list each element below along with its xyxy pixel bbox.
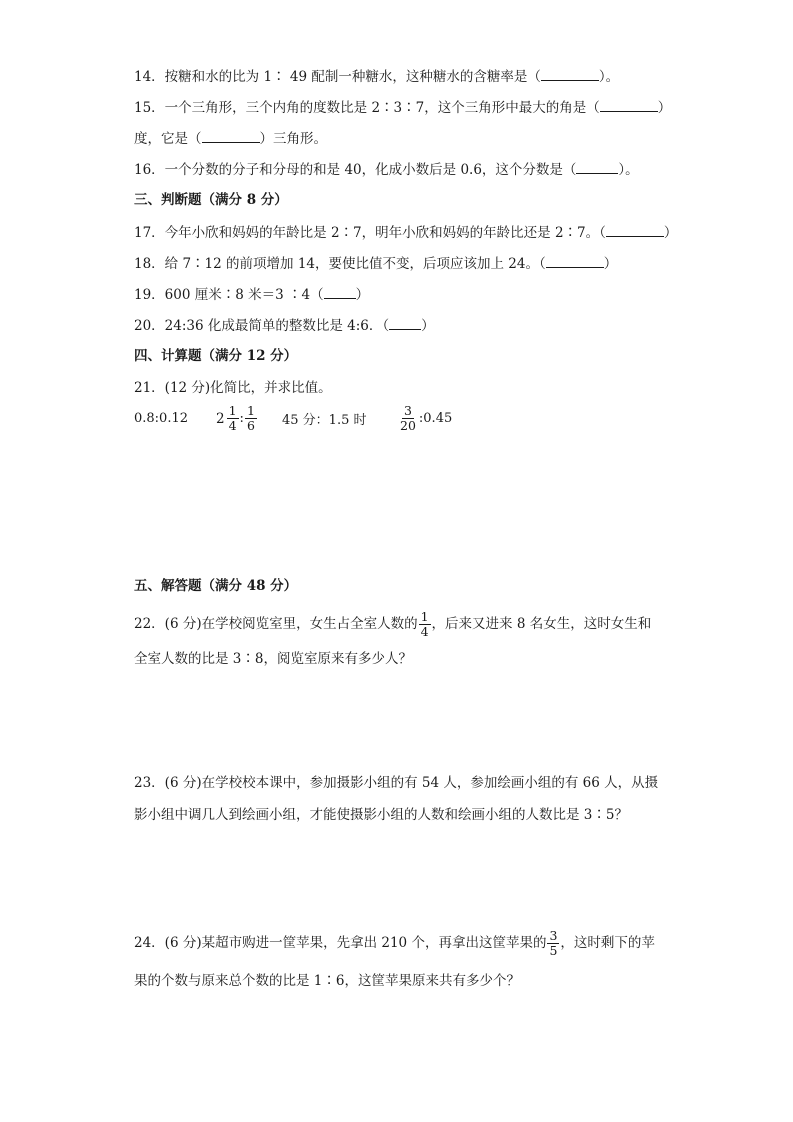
fraction-denominator: 4 <box>420 624 429 639</box>
question-22-line1 <box>134 610 651 639</box>
question-15-line2 <box>134 128 327 149</box>
answer-blank[interactable] <box>541 66 599 81</box>
question-20-close: ） <box>421 318 435 334</box>
question-18-text: 18．给 7∶12 的前项增加 14，要使比值不变，后项应该加上 24。（ <box>134 256 546 272</box>
question-24-line2: 果的个数与原来总个数的比是 1∶6，这筐苹果原来共有多少个？ <box>134 973 520 989</box>
question-22-line2: 全室人数的比是 3∶8，阅览室原来有多少人？ <box>134 651 412 667</box>
calc-item-2 <box>216 404 282 433</box>
question-22-text-b: ，后来又进来 8 名女生，这时女生和 <box>431 616 652 632</box>
question-18-close: ） <box>603 256 618 272</box>
question-24-text-a: 24．(6 分)某超市购进一筐苹果，先拿出 210 个，再拿出这筐苹果的 <box>134 935 547 951</box>
question-23-line1: 23．(6 分)在学校校本课中，参加摄影小组的有 54 人，参加绘画小组的有 66 人，从摄 <box>134 775 659 791</box>
question-23-line2: 影小组中调几人到绘画小组，才能使摄影小组的人数和绘画小组的人数比是 3∶5？ <box>134 807 628 823</box>
fraction <box>398 404 418 433</box>
question-24-text-b: ，这时剩下的苹 <box>560 935 655 951</box>
answer-blank[interactable] <box>324 284 356 299</box>
question-24-line1 <box>134 929 655 958</box>
question-14-close: ）。 <box>598 69 620 85</box>
question-19 <box>134 284 369 305</box>
question-15-line1 <box>134 97 671 118</box>
question-22-text-a: 22．(6 分)在学校阅览室里，女生占全室人数的 <box>134 616 418 632</box>
ratio-separator: : <box>239 411 244 426</box>
answer-blank[interactable] <box>546 253 604 268</box>
answer-blank[interactable] <box>600 97 658 112</box>
answer-blank[interactable] <box>389 315 421 330</box>
answer-blank[interactable] <box>606 222 664 237</box>
question-19-text: 19．600 厘米∶8 米＝3 ∶4（ <box>134 287 324 303</box>
fraction <box>419 610 431 639</box>
fraction-denominator: 6 <box>246 418 255 433</box>
fraction-denominator: 20 <box>400 418 416 433</box>
answer-blank[interactable] <box>576 159 618 174</box>
fraction-numerator: 1 <box>420 609 429 624</box>
calc-item-3: 45 分：1.5 时 <box>282 413 367 428</box>
fraction-numerator: 1 <box>246 403 255 418</box>
question-16 <box>134 159 639 180</box>
question-14 <box>134 66 619 87</box>
fraction-numerator: 1 <box>228 403 237 418</box>
mixed-whole: 2 <box>216 410 225 427</box>
calc-item-4-rest: :0.45 <box>418 411 453 426</box>
question-20-text: 20．24:36 化成最简单的整数比是 4:6．（ <box>134 318 390 334</box>
section-3-heading: 三、判断题（满分 8 分） <box>134 192 288 208</box>
question-17-text: 17．今年小欣和妈妈的年龄比是 2∶7，明年小欣和妈妈的年龄比还是 2∶7。（ <box>134 225 606 241</box>
calc-items-row <box>134 404 452 433</box>
question-17-close: ） <box>663 225 678 241</box>
fraction <box>245 404 257 433</box>
calc-item-4 <box>397 404 452 433</box>
fraction <box>547 929 559 958</box>
section-4-heading: 四、计算题（满分 12 分） <box>134 348 298 364</box>
question-15-line2b: ）三角形。 <box>259 131 327 147</box>
section-5-heading: 五、解答题（满分 48 分） <box>134 578 298 594</box>
question-16-close: ）。 <box>618 162 639 178</box>
question-15-line2a: 度，它是（ <box>134 131 202 147</box>
question-17 <box>134 222 677 243</box>
question-15-text: 15．一个三角形，三个内角的度数比是 2∶3∶7，这个三角形中最大的角是（ <box>134 100 600 116</box>
question-19-close: ） <box>355 287 370 303</box>
question-20 <box>134 315 435 336</box>
fraction-denominator: 5 <box>549 943 558 958</box>
question-21-title: 21．(12 分)化简比，并求比值。 <box>134 380 332 396</box>
question-16-text: 16．一个分数的分子和分母的和是 40，化成小数后是 0.6，这个分数是（ <box>134 162 577 178</box>
question-15-close: ） <box>657 100 672 116</box>
fraction-numerator: 3 <box>549 928 558 943</box>
answer-blank[interactable] <box>202 128 260 143</box>
calc-item-1: 0.8:0.12 <box>134 411 188 426</box>
fraction <box>227 404 239 433</box>
question-14-text: 14．按糖和水的比为 1∶ 49 配制一种糖水，这种糖水的含糖率是（ <box>134 69 541 85</box>
question-18 <box>134 253 617 274</box>
fraction-denominator: 4 <box>228 418 237 433</box>
fraction-numerator: 3 <box>403 403 412 418</box>
